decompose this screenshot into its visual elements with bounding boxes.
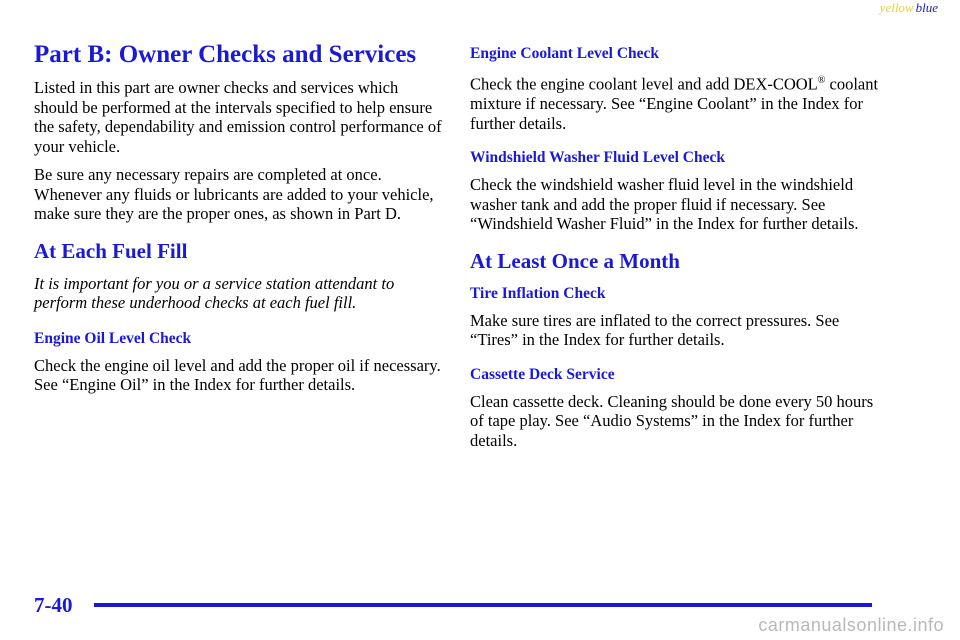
section-title-each-fuel-fill: At Each Fuel Fill — [34, 238, 188, 263]
intro-paragraph: Be sure any necessary repairs are completed at once. Whenever any fluids or lubricants are added to your vehicle, make sure they are the proper ones, as shown in Part D. — [34, 165, 434, 223]
footer-rule — [94, 603, 872, 607]
section-title-once-a-month: At Least Once a Month — [470, 248, 680, 273]
left-column — [34, 40, 444, 404]
item-heading-engine-oil: Engine Oil Level Check — [34, 329, 192, 347]
item-heading-cassette-deck: Cassette Deck Service — [470, 365, 615, 383]
color-tags — [880, 0, 938, 16]
coolant-text-start: Check the engine coolant level and add DEX-COOL — [470, 74, 818, 94]
color-tag-yellow: yellow — [879, 0, 914, 15]
coolant-text-end: coolant mixture if necessary. See “Engine Coolant” in the Index for further details. — [470, 74, 879, 133]
page-title: Part B: Owner Checks and Services — [34, 41, 417, 68]
item-heading-tire-inflation: Tire Inflation Check — [470, 284, 606, 302]
section-intro: It is important for you or a service station attendant to perform these underhood checks at each fuel fill. — [34, 273, 395, 312]
watermark: carmanualsonline.info — [758, 615, 944, 635]
intro-paragraph: Listed in this part are owner checks and services which should be performed at the intervals specified to help ensure the safety, dependability and emission control performance of your vehicle. — [34, 78, 442, 156]
registered-mark: ® — [817, 75, 826, 86]
item-body-cassette-deck: Clean cassette deck. Cleaning should be done every 50 hours of tape play. See “Audio Systems” in the Index for further details. — [470, 391, 874, 450]
item-heading-washer-fluid: Windshield Washer Fluid Level Check — [470, 149, 725, 166]
color-tag-blue: blue — [915, 0, 938, 15]
item-body-engine-coolant — [470, 71, 880, 133]
right-column — [470, 44, 880, 459]
item-body-washer-fluid: Check the windshield washer fluid level in the windshield washer tank and add the proper fluid if necessary. See “Windshield Washer Fluid” in the Index for further details. — [470, 175, 859, 233]
item-body-engine-oil: Check the engine oil level and add the proper oil if necessary. See “Engine Oil” in the Index for further details. — [34, 355, 441, 394]
item-heading-engine-coolant: Engine Coolant Level Check — [470, 45, 660, 62]
page-number: 7-40 — [34, 593, 73, 617]
item-body-tire-inflation: Make sure tires are inflated to the correct pressures. See “Tires” in the Index for further details. — [470, 310, 840, 349]
